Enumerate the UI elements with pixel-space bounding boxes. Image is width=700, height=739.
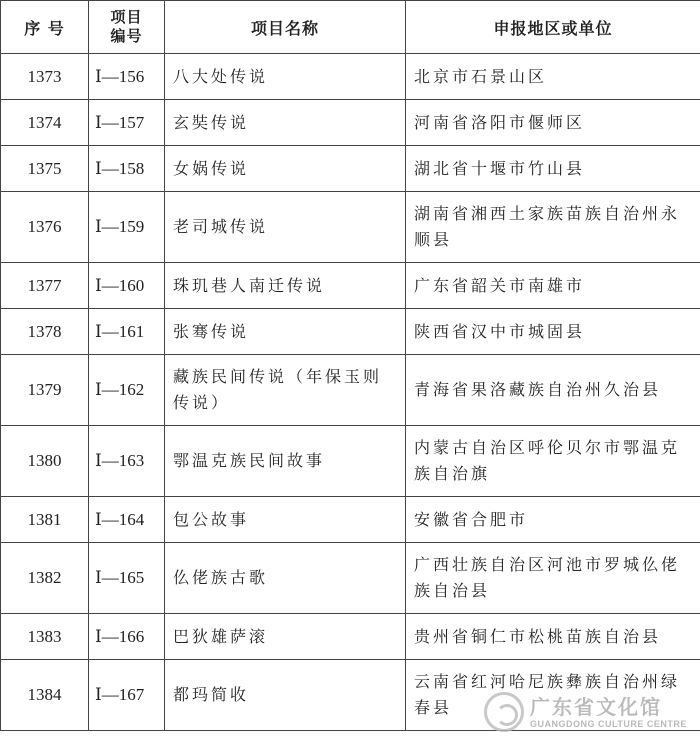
row-code: Ⅰ—162 [89, 355, 165, 426]
row-region: 内蒙古自治区呼伦贝尔市鄂温克族自治旗 [406, 426, 700, 497]
row-code: Ⅰ—166 [89, 614, 165, 660]
row-region: 陕西省汉中市城固县 [406, 309, 700, 355]
row-name: 张骞传说 [165, 309, 406, 355]
row-code: Ⅰ—158 [89, 146, 165, 192]
table-row [1, 355, 700, 426]
row-region: 北京市石景山区 [406, 54, 700, 100]
table-row [1, 192, 700, 263]
header-seq: 序 号 [1, 1, 89, 54]
row-name: 巴狄雄萨滚 [165, 614, 406, 660]
row-name: 仫佬族古歌 [165, 543, 406, 614]
row-name: 藏族民间传说（年保玉则传说） [165, 355, 406, 426]
header-region: 申报地区或单位 [406, 1, 700, 54]
header-row [1, 1, 700, 54]
row-region: 广东省韶关市南雄市 [406, 263, 700, 309]
table-row [1, 100, 700, 146]
row-seq: 1378 [1, 309, 89, 355]
row-code: Ⅰ—165 [89, 543, 165, 614]
row-region: 广西壮族自治区河池市罗城仫佬族自治县 [406, 543, 700, 614]
row-seq: 1381 [1, 497, 89, 543]
table-row [1, 426, 700, 497]
row-code: Ⅰ—159 [89, 192, 165, 263]
row-seq: 1374 [1, 100, 89, 146]
row-name: 都玛简收 [165, 660, 406, 731]
row-seq: 1380 [1, 426, 89, 497]
row-region: 湖南省湘西土家族苗族自治州永顺县 [406, 192, 700, 263]
row-name: 包公故事 [165, 497, 406, 543]
row-name: 老司城传说 [165, 192, 406, 263]
table-row [1, 543, 700, 614]
row-seq: 1382 [1, 543, 89, 614]
row-region: 云南省红河哈尼族彝族自治州绿春县 [406, 660, 700, 731]
row-name: 八大处传说 [165, 54, 406, 100]
header-code-line2: 编号 [110, 27, 143, 45]
row-code: Ⅰ—157 [89, 100, 165, 146]
row-region: 贵州省铜仁市松桃苗族自治县 [406, 614, 700, 660]
row-code: Ⅰ—164 [89, 497, 165, 543]
row-code: Ⅰ—156 [89, 54, 165, 100]
row-name: 玄奘传说 [165, 100, 406, 146]
watermark-text [530, 695, 687, 729]
row-seq: 1376 [1, 192, 89, 263]
watermark-logo [484, 689, 694, 735]
row-name: 女娲传说 [165, 146, 406, 192]
row-region: 湖北省十堰市竹山县 [406, 146, 700, 192]
row-region: 安徽省合肥市 [406, 497, 700, 543]
header-code-line1: 项目 [110, 8, 143, 26]
row-seq: 1377 [1, 263, 89, 309]
table-row [1, 614, 700, 660]
table-row [1, 146, 700, 192]
watermark-en: GUANGDONG CULTURE CENTRE [530, 719, 687, 729]
row-seq: 1379 [1, 355, 89, 426]
header-code [89, 1, 165, 54]
row-seq: 1375 [1, 146, 89, 192]
row-seq: 1384 [1, 660, 89, 731]
row-code: Ⅰ—161 [89, 309, 165, 355]
header-name: 项目名称 [165, 1, 406, 54]
row-region: 河南省洛阳市偃师区 [406, 100, 700, 146]
row-code: Ⅰ—167 [89, 660, 165, 731]
table-row [1, 54, 700, 100]
row-name: 鄂温克族民间故事 [165, 426, 406, 497]
row-name: 珠玑巷人南迁传说 [165, 263, 406, 309]
row-region: 青海省果洛藏族自治州久治县 [406, 355, 700, 426]
row-code: Ⅰ—163 [89, 426, 165, 497]
culture-centre-logo-icon [484, 692, 524, 732]
table-row [1, 497, 700, 543]
table-row [1, 263, 700, 309]
row-code: Ⅰ—160 [89, 263, 165, 309]
row-seq: 1373 [1, 54, 89, 100]
row-seq: 1383 [1, 614, 89, 660]
table-row [1, 309, 700, 355]
watermark-cn: 广东省文化馆 [530, 695, 662, 719]
